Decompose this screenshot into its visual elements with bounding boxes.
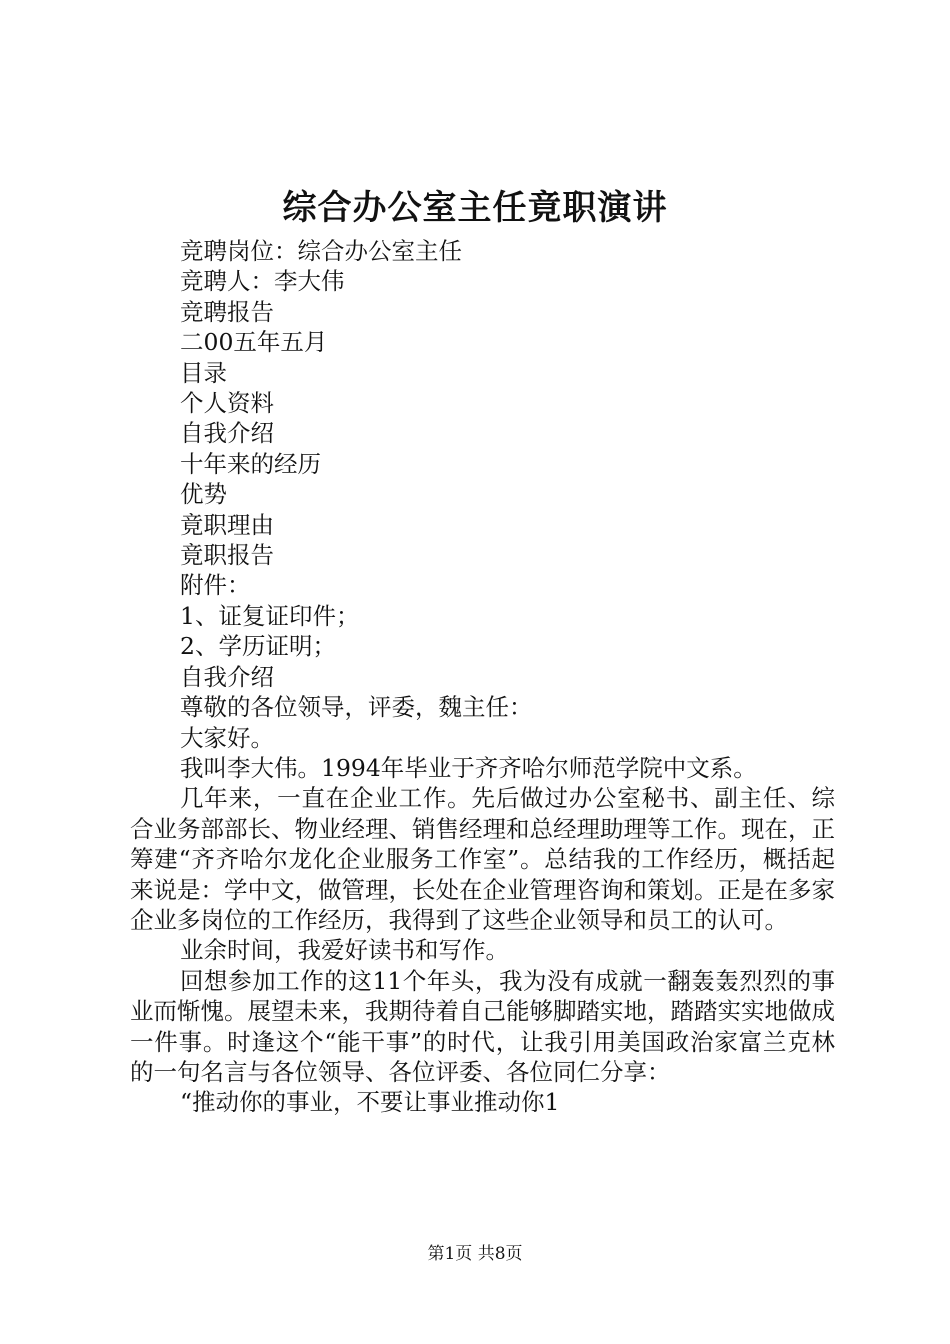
- toc-item: 2、学历证明；: [180, 632, 336, 661]
- page-footer: 第1页 共8页: [427, 1244, 523, 1264]
- paragraph: 业余时间，我爱好读书和写作。: [180, 936, 509, 965]
- toc-heading: 目录: [180, 358, 227, 387]
- text-line: 竞聘报告: [180, 297, 274, 326]
- greeting: 大家好。: [180, 723, 274, 752]
- toc-item: 十年来的经历: [180, 449, 321, 478]
- toc-item: 自我介绍: [180, 419, 274, 448]
- text-line: 竞聘岗位：综合办公室主任: [180, 237, 462, 265]
- toc-item: 优势: [180, 480, 227, 509]
- paragraph: 几年来，一直在企业工作。先后做过办公室秘书、副主任、综合业务部部长、物业经理、销售经理和总经理助理等工作。现在，正筹建“齐齐哈尔龙化企业服务工作室”。总结我的工作经历，概括起来说是：学中文，做管理，长处在企业管理咨询和策划。正是在多家企业多岗位的工作经历，我得到了这些企业领导和员工的认可。: [130, 784, 835, 934]
- section-heading: 自我介绍: [180, 662, 274, 691]
- text-line: 二00五年五月: [180, 328, 328, 357]
- salutation: 尊敬的各位领导，评委，魏主任：: [180, 693, 533, 722]
- toc-item: 1、证复证印件；: [180, 601, 360, 630]
- toc-item: 个人资料: [180, 389, 274, 418]
- toc-item: 竟职理由: [180, 510, 274, 539]
- document-title: 综合办公室主任竟职演讲: [282, 188, 668, 228]
- paragraph: 回想参加工作的这11个年头，我为没有成就一翻轰轰烈烈的事业而惭愧。展望未来，我期待着自己能够脚踏实地，踏踏实实地做成一件事。时逢这个“能干事”的时代，让我引用美国政治家富兰克林的一句名言与各位领导、各位评委、各位同仁分享：: [130, 966, 835, 1086]
- toc-item: 竟职报告: [180, 541, 274, 570]
- document-body: [130, 236, 835, 1118]
- toc-item: 附件：: [180, 571, 251, 600]
- paragraph: “推动你的事业，不要让事业推动你1: [180, 1088, 560, 1117]
- text-line: 我叫李大伟。1994年毕业于齐齐哈尔师范学院中文系。: [180, 753, 757, 782]
- text-line: 竞聘人：李大伟: [180, 267, 345, 296]
